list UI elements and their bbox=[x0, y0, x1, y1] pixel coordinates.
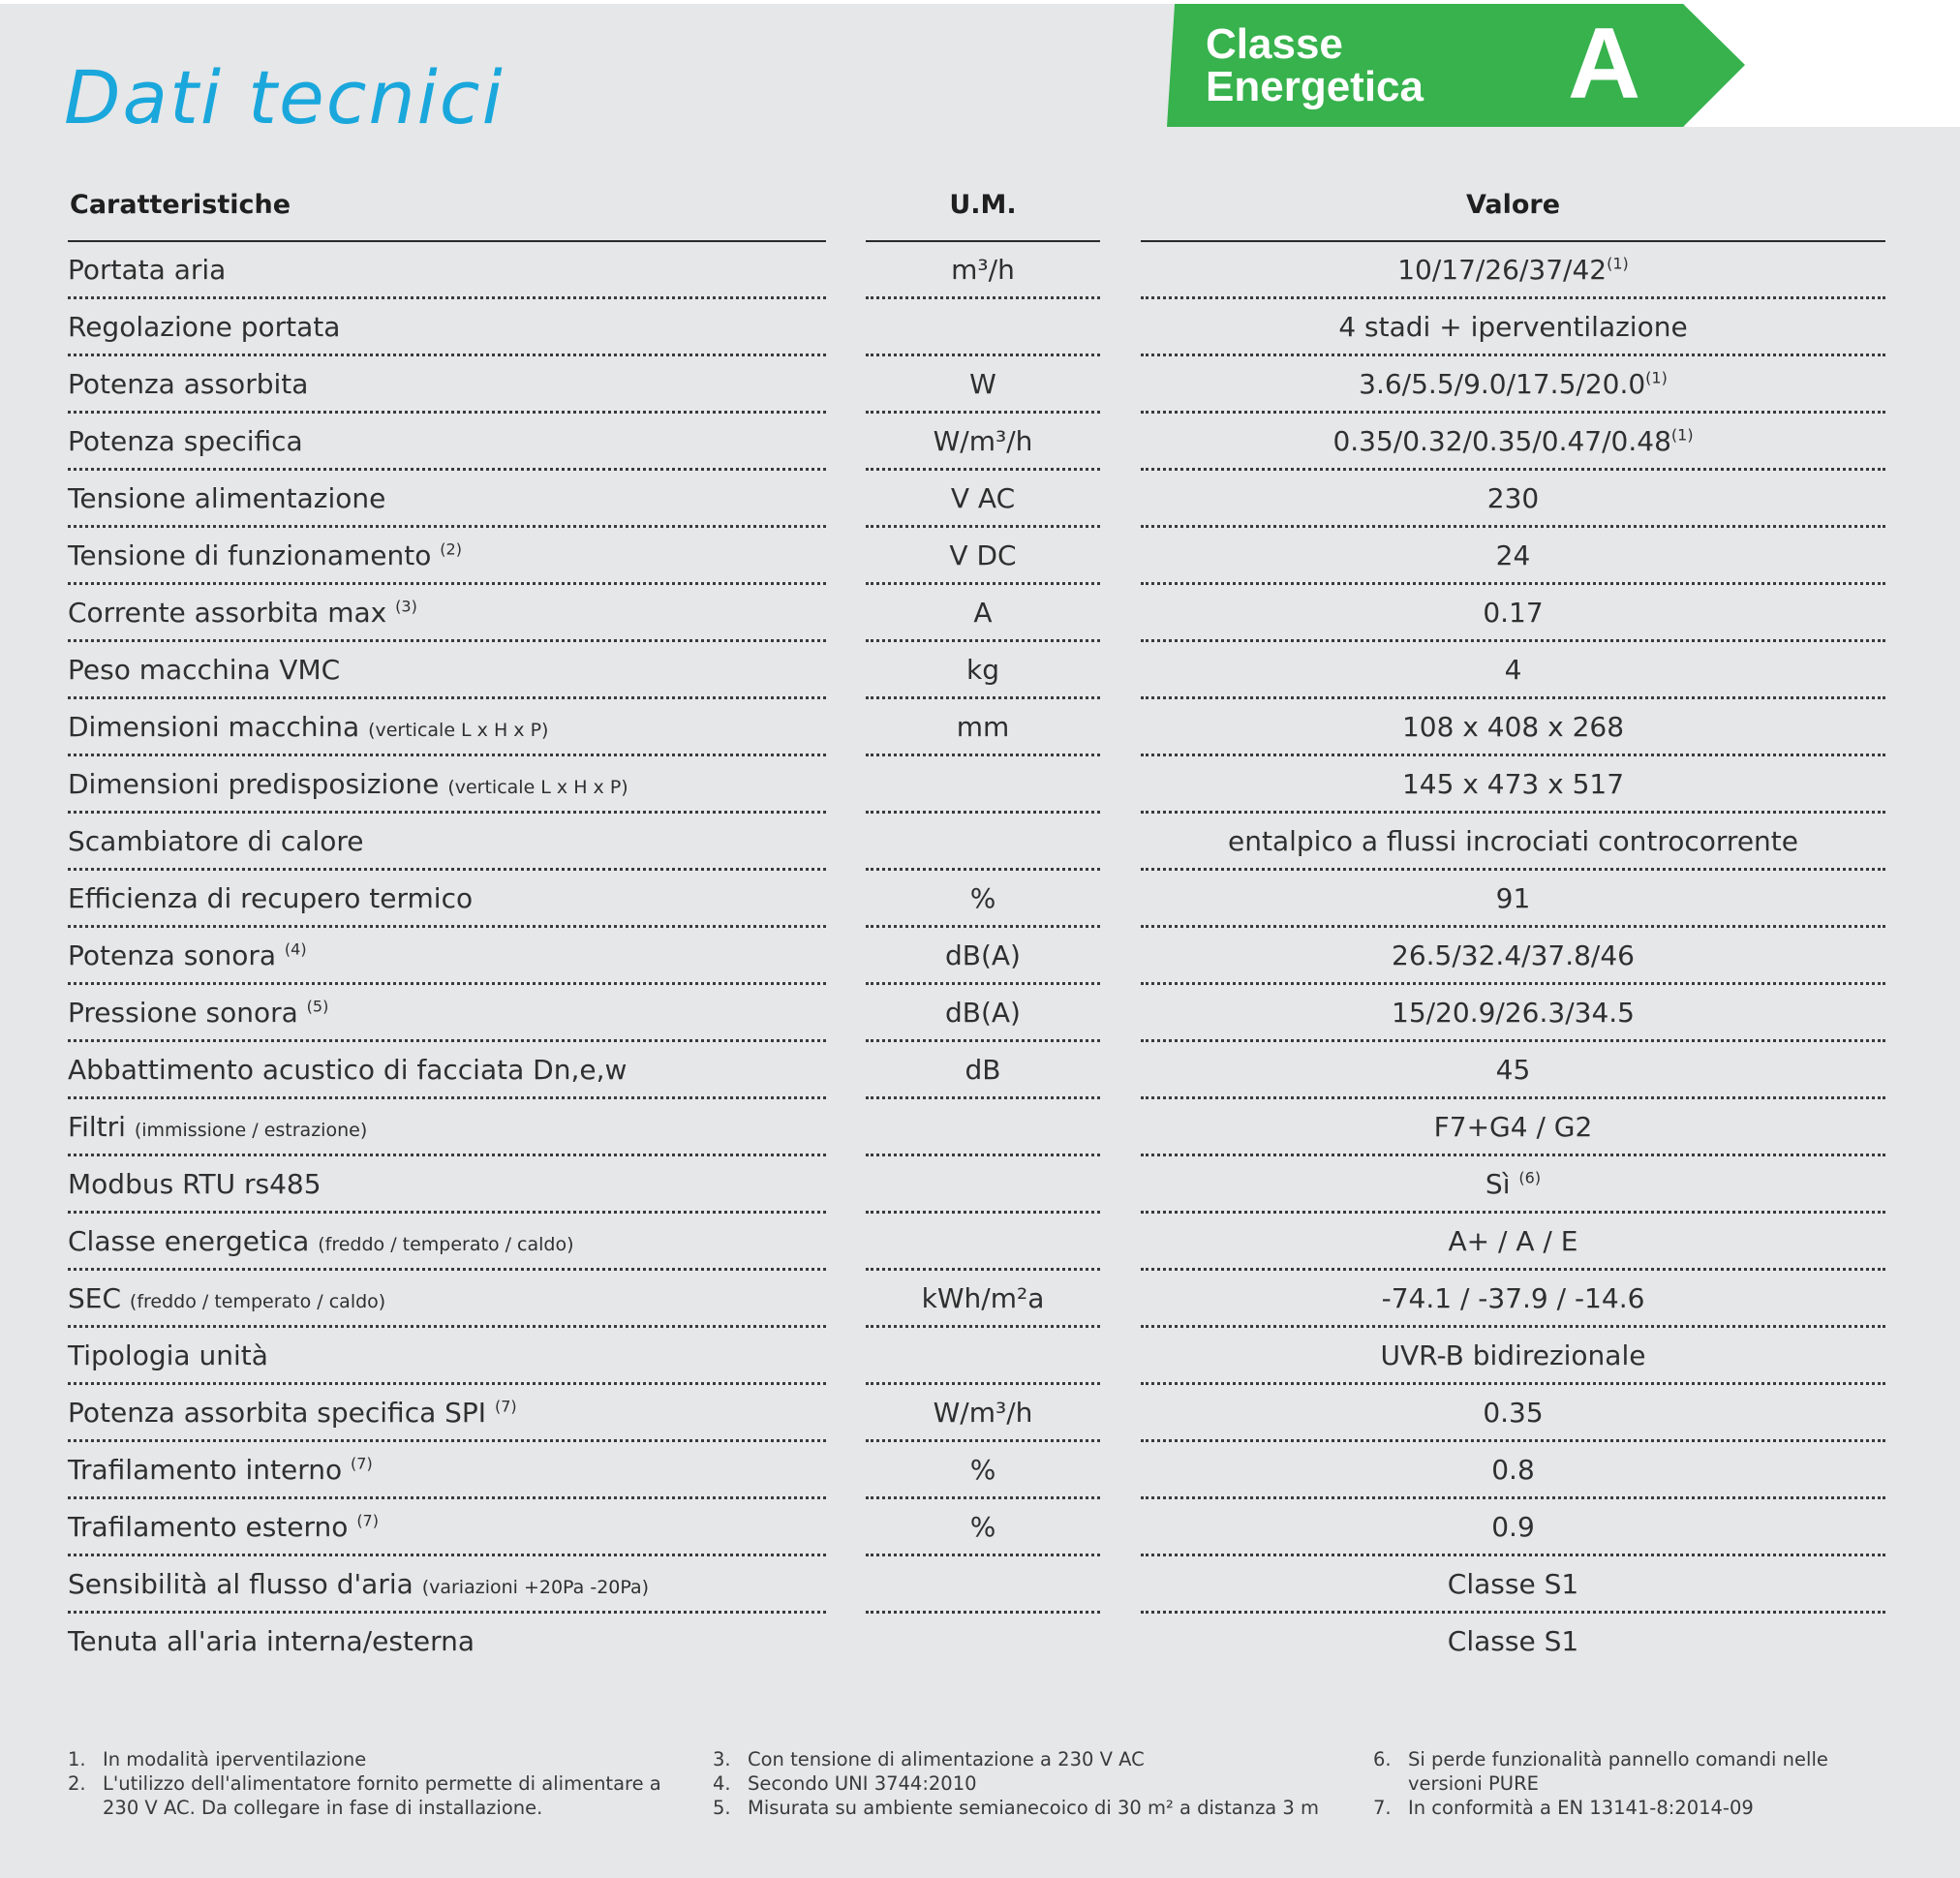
row-value-text: 3.6/5.5/9.0/17.5/20.0 bbox=[1359, 368, 1646, 400]
row-unit: kWh/m²a bbox=[921, 1282, 1045, 1314]
row-value bbox=[1141, 1384, 1885, 1440]
row-label-note: (verticale L x H x P) bbox=[368, 720, 549, 741]
row-value bbox=[1141, 584, 1885, 640]
row-label-text: Potenza assorbita specifica SPI bbox=[68, 1397, 487, 1429]
row-value bbox=[1141, 1041, 1885, 1097]
footnote-num: 2. bbox=[68, 1772, 86, 1795]
row-value-text: 45 bbox=[1495, 1054, 1531, 1086]
row-value bbox=[1141, 698, 1885, 754]
row-value bbox=[1141, 355, 1885, 412]
table-row bbox=[0, 1270, 1960, 1327]
row-unit bbox=[866, 1213, 1100, 1269]
row-unit bbox=[866, 755, 1100, 812]
row-value bbox=[1141, 1498, 1885, 1555]
row-value bbox=[1141, 1555, 1885, 1612]
row-label-text: Peso macchina VMC bbox=[68, 654, 341, 686]
row-value bbox=[1141, 470, 1885, 526]
row-label-footnote-ref: (4) bbox=[284, 939, 307, 959]
header-caratteristiche bbox=[68, 190, 826, 242]
row-value-text: 91 bbox=[1495, 882, 1531, 914]
row-label-text: Regolazione portata bbox=[68, 311, 341, 343]
row-label-footnote-ref: (7) bbox=[494, 1397, 517, 1416]
page-title: Dati tecnici bbox=[64, 54, 505, 140]
row-label-text: Sensibilità al flusso d'aria bbox=[68, 1568, 413, 1600]
row-label bbox=[68, 355, 826, 412]
row-label-footnote-ref: (7) bbox=[356, 1511, 379, 1530]
footnotes-col3 bbox=[1373, 1747, 1877, 1820]
row-label-text: Classe energetica bbox=[68, 1225, 310, 1257]
header-valore bbox=[1141, 190, 1885, 242]
row-value-text: 0.8 bbox=[1491, 1454, 1535, 1486]
row-unit bbox=[866, 1098, 1100, 1155]
row-unit: % bbox=[969, 1454, 996, 1486]
footnote-text: Con tensione di alimentazione a 230 V AC bbox=[748, 1748, 1145, 1770]
row-value bbox=[1141, 755, 1885, 812]
row-value-text: UVR-B bidirezionale bbox=[1380, 1339, 1646, 1371]
footnote-item bbox=[713, 1747, 1352, 1771]
footnote-item bbox=[713, 1771, 1352, 1796]
row-label-text: Portata aria bbox=[68, 254, 227, 286]
row-value-text: 0.35 bbox=[1483, 1397, 1544, 1429]
row-label bbox=[68, 584, 826, 640]
row-value-text: 24 bbox=[1495, 539, 1531, 571]
row-value bbox=[1141, 1098, 1885, 1155]
row-label bbox=[68, 1441, 826, 1497]
row-value-text: 230 bbox=[1486, 482, 1540, 514]
footnote-item bbox=[68, 1771, 688, 1820]
row-label-text: Pressione sonora bbox=[68, 997, 298, 1029]
table-row bbox=[0, 1213, 1960, 1270]
row-label-text: Potenza sonora bbox=[68, 939, 276, 971]
row-label bbox=[68, 1555, 826, 1612]
table-row bbox=[0, 1155, 1960, 1213]
footnote-num: 3. bbox=[713, 1748, 731, 1770]
footnote-num: 7. bbox=[1373, 1797, 1392, 1819]
row-value-text: 0.17 bbox=[1483, 597, 1544, 629]
table-row bbox=[0, 1555, 1960, 1613]
row-value bbox=[1141, 1155, 1885, 1212]
row-label bbox=[68, 1498, 826, 1555]
row-value bbox=[1141, 1441, 1885, 1497]
row-value-text: 26.5/32.4/37.8/46 bbox=[1392, 939, 1635, 971]
row-unit bbox=[866, 1613, 1100, 1669]
row-value-text: Classe S1 bbox=[1447, 1568, 1579, 1600]
row-value-text: 0.9 bbox=[1491, 1511, 1535, 1543]
row-label-note: (freddo / temperato / caldo) bbox=[129, 1291, 386, 1312]
row-label-note: (freddo / temperato / caldo) bbox=[318, 1234, 574, 1255]
table-row bbox=[0, 470, 1960, 527]
row-label-text: Dimensioni macchina bbox=[68, 711, 360, 743]
row-label bbox=[68, 927, 826, 983]
footnotes-col2 bbox=[713, 1747, 1352, 1820]
table-row bbox=[0, 527, 1960, 584]
row-label-text: Trafilamento interno bbox=[68, 1454, 343, 1486]
row-unit: % bbox=[969, 882, 996, 914]
footnote-item bbox=[1373, 1796, 1877, 1820]
row-label-text: Tensione alimentazione bbox=[68, 482, 386, 514]
table-row bbox=[0, 927, 1960, 984]
row-label-text: Corrente assorbita max bbox=[68, 597, 387, 629]
row-label-footnote-ref: (5) bbox=[306, 997, 329, 1016]
row-value-footnote-ref: (1) bbox=[1645, 368, 1668, 387]
row-value bbox=[1141, 927, 1885, 983]
row-label bbox=[68, 641, 826, 697]
row-label-text: Filtri bbox=[68, 1111, 126, 1143]
row-unit: m³/h bbox=[951, 254, 1015, 286]
row-value-text: 4 bbox=[1504, 654, 1522, 686]
row-value-text: entalpico a flussi incrociati controcorrente bbox=[1228, 825, 1798, 857]
row-value bbox=[1141, 984, 1885, 1040]
row-unit: W/m³/h bbox=[933, 1397, 1033, 1429]
row-label-footnote-ref: (7) bbox=[351, 1454, 373, 1473]
row-label-text: Abbattimento acustico di facciata Dn,e,w bbox=[68, 1054, 628, 1086]
row-label bbox=[68, 527, 826, 583]
header-valore-label: Valore bbox=[1465, 190, 1561, 220]
row-value bbox=[1141, 527, 1885, 583]
row-value-text: F7+G4 / G2 bbox=[1433, 1111, 1593, 1143]
row-unit: dB(A) bbox=[945, 939, 1021, 971]
row-label bbox=[68, 1270, 826, 1326]
row-unit bbox=[866, 1155, 1100, 1212]
table-row bbox=[0, 813, 1960, 870]
row-unit: W bbox=[969, 368, 996, 400]
badge-label-line2: Energetica bbox=[1206, 63, 1424, 110]
row-value-footnote-ref: (6) bbox=[1518, 1168, 1542, 1187]
row-value bbox=[1141, 241, 1885, 297]
footnote-item bbox=[68, 1747, 688, 1771]
row-value bbox=[1141, 413, 1885, 469]
row-label-footnote-ref: (3) bbox=[395, 597, 417, 616]
row-label-footnote-ref: (2) bbox=[440, 539, 462, 559]
footnote-text: Si perde funzionalità pannello comandi nelle versioni PURE bbox=[1408, 1748, 1828, 1795]
footnote-text: Misurata su ambiente semianecoico di 30 m² a distanza 3 m bbox=[748, 1797, 1320, 1819]
row-label bbox=[68, 1613, 826, 1669]
row-label bbox=[68, 698, 826, 754]
row-label bbox=[68, 1213, 826, 1269]
row-value-text: 10/17/26/37/42 bbox=[1397, 254, 1608, 286]
row-value-text: 108 x 408 x 268 bbox=[1401, 711, 1625, 743]
row-label bbox=[68, 1155, 826, 1212]
row-label bbox=[68, 755, 826, 812]
table-row bbox=[0, 870, 1960, 927]
row-value-text: A+ / A / E bbox=[1448, 1225, 1578, 1257]
table-row bbox=[0, 984, 1960, 1041]
row-label-note: (variazioni +20Pa -20Pa) bbox=[421, 1577, 650, 1598]
row-value-text: 15/20.9/26.3/34.5 bbox=[1392, 997, 1635, 1029]
row-unit bbox=[866, 1327, 1100, 1383]
table-row bbox=[0, 355, 1960, 413]
footnote-num: 5. bbox=[713, 1797, 731, 1819]
row-label-text: Trafilamento esterno bbox=[68, 1511, 349, 1543]
row-unit: V AC bbox=[950, 482, 1016, 514]
table-row bbox=[0, 1498, 1960, 1555]
table-row bbox=[0, 1441, 1960, 1498]
row-label-text: Modbus RTU rs485 bbox=[68, 1168, 322, 1200]
row-value-text: Classe S1 bbox=[1447, 1625, 1579, 1657]
row-label bbox=[68, 984, 826, 1040]
row-value-text: Sì bbox=[1485, 1168, 1511, 1200]
row-value bbox=[1141, 813, 1885, 869]
badge-label bbox=[1206, 20, 1424, 110]
row-value-text: 4 stadi + iperventilazione bbox=[1338, 311, 1688, 343]
table-row bbox=[0, 1384, 1960, 1441]
row-label bbox=[68, 1098, 826, 1155]
table-row bbox=[0, 755, 1960, 813]
table-row bbox=[0, 698, 1960, 755]
row-value-footnote-ref: (1) bbox=[1670, 425, 1694, 445]
table-row bbox=[0, 1327, 1960, 1384]
energy-class-badge bbox=[1167, 4, 1745, 127]
row-label bbox=[68, 413, 826, 469]
row-value-text: 145 x 473 x 517 bbox=[1401, 768, 1625, 800]
row-value bbox=[1141, 1270, 1885, 1326]
header-um-label: U.M. bbox=[949, 190, 1017, 220]
footnote-text: In conformità a EN 13141-8:2014-09 bbox=[1408, 1797, 1754, 1819]
row-unit bbox=[866, 1555, 1100, 1612]
row-unit: W/m³/h bbox=[933, 425, 1033, 457]
row-value bbox=[1141, 1213, 1885, 1269]
row-unit bbox=[866, 298, 1100, 354]
row-value bbox=[1141, 641, 1885, 697]
header-um bbox=[866, 190, 1100, 242]
row-label-text: Dimensioni predisposizione bbox=[68, 768, 440, 800]
table-row bbox=[0, 298, 1960, 355]
row-label bbox=[68, 813, 826, 869]
row-value bbox=[1141, 298, 1885, 354]
table-row bbox=[0, 641, 1960, 698]
row-value-footnote-ref: (1) bbox=[1607, 254, 1629, 273]
badge-energy-class: A bbox=[1568, 8, 1641, 120]
row-label bbox=[68, 870, 826, 926]
row-label-text: SEC bbox=[68, 1282, 122, 1314]
row-label bbox=[68, 1327, 826, 1383]
table-row bbox=[0, 413, 1960, 470]
row-label-text: Scambiatore di calore bbox=[68, 825, 364, 857]
row-label bbox=[68, 1041, 826, 1097]
row-value bbox=[1141, 1613, 1885, 1669]
footnote-num: 4. bbox=[713, 1772, 731, 1795]
row-unit: % bbox=[969, 1511, 996, 1543]
row-value bbox=[1141, 870, 1885, 926]
row-label-text: Tensione di funzionamento bbox=[68, 539, 432, 571]
row-unit bbox=[866, 813, 1100, 869]
row-label bbox=[68, 470, 826, 526]
footnotes-col1 bbox=[68, 1747, 688, 1820]
footnote-item bbox=[713, 1796, 1352, 1820]
footnote-text: Secondo UNI 3744:2010 bbox=[748, 1772, 977, 1795]
row-unit: mm bbox=[956, 711, 1010, 743]
footnote-num: 6. bbox=[1373, 1748, 1392, 1770]
footnote-text: L'utilizzo dell'alimentatore fornito permette di alimentare a 230 V AC. Da collegare in fase di installazione. bbox=[103, 1772, 661, 1819]
row-label-text: Efficienza di recupero termico bbox=[68, 882, 474, 914]
row-unit: dB bbox=[965, 1054, 1001, 1086]
row-label bbox=[68, 298, 826, 354]
table-row bbox=[0, 1098, 1960, 1155]
table-row bbox=[0, 1041, 1960, 1098]
table-row bbox=[0, 584, 1960, 641]
row-unit: dB(A) bbox=[945, 997, 1021, 1029]
footnote-text: In modalità iperventilazione bbox=[103, 1748, 367, 1770]
row-label-text: Tenuta all'aria interna/esterna bbox=[68, 1625, 475, 1657]
table-row bbox=[0, 241, 1960, 298]
row-label-note: (immissione / estrazione) bbox=[134, 1120, 368, 1141]
row-value bbox=[1141, 1327, 1885, 1383]
row-unit: kg bbox=[966, 654, 999, 686]
row-unit: V DC bbox=[949, 539, 1017, 571]
footnote-num: 1. bbox=[68, 1748, 86, 1770]
row-label-text: Potenza assorbita bbox=[68, 368, 309, 400]
row-value-text: 0.35/0.32/0.35/0.47/0.48 bbox=[1332, 425, 1671, 457]
row-label bbox=[68, 1384, 826, 1440]
row-unit: A bbox=[973, 597, 993, 629]
row-label-note: (verticale L x H x P) bbox=[447, 777, 628, 798]
row-label-text: Tipologia unità bbox=[68, 1339, 268, 1371]
footnote-item bbox=[1373, 1747, 1877, 1796]
row-value-text: -74.1 / -37.9 / -14.6 bbox=[1381, 1282, 1645, 1314]
row-label-text: Potenza specifica bbox=[68, 425, 303, 457]
row-label bbox=[68, 241, 826, 297]
table-row bbox=[0, 1613, 1960, 1670]
header-caratteristiche-label: Caratteristiche bbox=[70, 190, 291, 220]
badge-label-line1: Classe bbox=[1206, 20, 1343, 68]
